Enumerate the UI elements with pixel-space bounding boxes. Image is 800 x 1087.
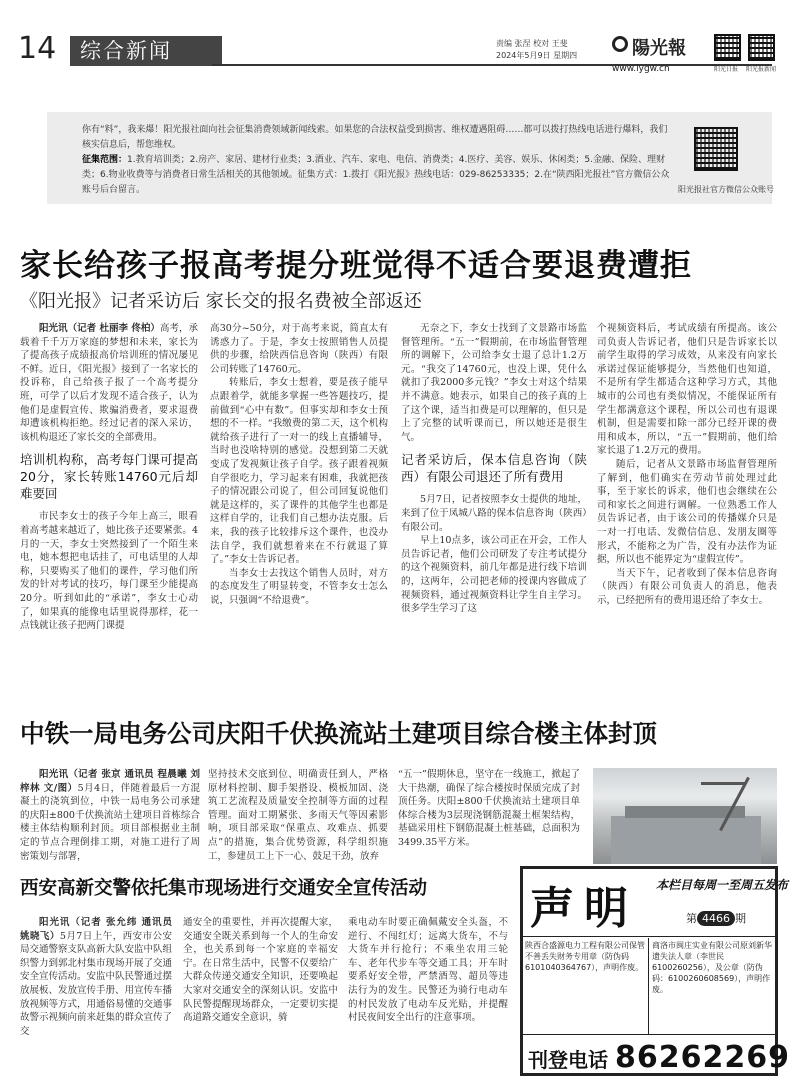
article1-subhead: 培训机构称，高考每门课可提高20分，家长转账14760元后却难要回: [20, 452, 198, 502]
article3-col2: [183, 916, 338, 1025]
article1-text: 转账后，李女士想着，要是孩子能早点跟着学，就能多掌握一些答题技巧，提前做到“心中有数”。但事实却和李女士预想的不一样。“我缴费的第二天，这个机构就给孩子进行了一对一的线上直播辅导，当时也没啥特别的感觉。没想到第二天就变成了发视频让孩子自学。孩子跟着视频自学很吃力，学习起来有困难，我就把孩子的情况跟公司说了，但公司回复说他们就是这样的，买了课件的其他学生也都是这样自学的，让我们自己想办法克服。后来，我的孩子比较排斥这个课件，也没办法自学，我们就想着来在不行就退了算了。”李女士告诉记者。: [210, 377, 388, 566]
ad-notice-1: 陕西合盛源电力工程有限公司保管不善丢失财务专用章（防伪码 6101040364767），声明作废。: [525, 941, 645, 972]
section-title: 综合新闻: [70, 36, 222, 66]
article1-col1: [20, 322, 198, 633]
article2-byline: 阳光讯（记者 张京 通讯员 程晨曦 刘梓林 文/图）: [20, 769, 200, 794]
article1-text: 随后，记者从文景路市场监督管理所了解到，他们确实在劳动节前处理过此事，至于家长的诉求，他们也会继续在公司和家长之间进行调解。一位熟悉工作人员告诉记者，由于该公司的传播媒介只是一对一打电话、发微信信息、发朋友圈等形式，不能称之为广告，没有办法作为证据，所以也不能界定为“虚假宣传”。: [597, 458, 777, 566]
ad-phone: [528, 1040, 790, 1075]
article1-subheadline: 《阳光报》记者采访后 家长交的报名费被全部返还: [20, 291, 422, 312]
ad-title: 声明: [530, 883, 638, 934]
article3-text: 5月7日上午，西安市公安局交通警察支队高新大队安监中队组织警力到郭北村集市现场开展了交通安全宣传活动。安监中队民警通过摆放展板、发放宣传手册、用宣传车播放视频等方式，用通俗易懂的交通事故警示视频向前来赶集的群众宣传了交: [20, 930, 173, 1037]
editor-info: [496, 38, 577, 62]
ad-divider: [520, 1034, 778, 1035]
ad-issue-prefix: 第: [686, 912, 697, 925]
ad-tagline: 本栏目每周一至周五发布: [656, 878, 789, 892]
article1-col3: [401, 322, 587, 616]
article1-subhead: 记者采访后，保本信息咨询（陕西）有限公司退还了所有费用: [401, 452, 587, 485]
ad-issue-number: 4466: [697, 911, 735, 926]
notice-intro: 你有“料”，我来爆！阳光报社面向社会征集消费领域新闻线索。如果您的合法权益受到损害、维权遭遇阻碍……都可以拨打热线电话进行爆料，我们核实信息后，帮您维权。: [82, 125, 668, 150]
ad-divider: [520, 936, 778, 937]
crane-boom: [701, 782, 745, 785]
article1-headline: 家长给孩子报高考提分班觉得不适合要退费遭拒: [20, 248, 692, 284]
article1-text: 高考，承载着千千万万家庭的梦想和未来，家长为了提高孩子成绩报高价培训班的情况屡见不鲜。近日，《阳光报》接到了一名家长的投诉称，自己给孩子报了一个高考提分班，可学了以后才发现不适合孩子，认为他们是虚假宣传、欺骗消费者，要求退费却遭该机构拒绝。经过记者的深入采访，该机构退还了家长交的全部费用。: [20, 323, 198, 443]
article1-text: 高30分~50分，对于高考来说，简直太有诱惑力了。于是，李女士按照销售人员提供的步骤，给陕西信息咨询（陕西）有限公司转账了14760元。: [210, 323, 388, 375]
ad-notice-2: 商洛市闽庄实业有限公司原刘新华遗失法人章（李世民6100260256），及公章（防伪码：6100260608569），声明作废。: [652, 941, 772, 994]
article2-col2: [208, 768, 388, 863]
ad-issue-suffix: 期: [735, 912, 746, 925]
wechat-qr-icon: [694, 127, 738, 171]
article3-col1: [20, 916, 172, 1038]
article1-byline: 阳光讯（记者 杜丽李 佟柏）: [39, 323, 160, 334]
article3-text: 乘电动车时要正确佩戴安全头盔，不逆行、不闯红灯；远离大货车，不与大货车并行抢行；不乘坐农用三轮车、老年代步车等交通工具；开车时要系好安全带，严禁酒驾、超员等违法行为的发生。民警还为骑行电动车的村民发放了电动车反光贴，并提醒村民夜间安全出行的注意事项。: [348, 917, 508, 1024]
qr-code-icon: [748, 34, 775, 61]
building-shape: [611, 816, 761, 864]
ad-phone-number: 86262269: [614, 1040, 790, 1075]
notice-text: [82, 123, 672, 198]
article2-text: 5月4日，伴随着最后一方混凝土的浇筑到位，中铁一局电务公司承建的庆阳±800千伏换流站土建项目首栋综合楼主体结构顺利封顶。项目部根据业主制定的节点合理倒排工期，对施工进行了周密策划与部署，: [20, 782, 200, 862]
qr-code-icon: [714, 34, 741, 61]
article2-text: “五一”假期休息，坚守在一线施工，掀起了大干热潮，确保了综合楼按时保质完成了封顶任务。庆阳±800千伏换流站土建项目单体综合楼为3层现浇钢筋混凝土框架结构，基础采用柱下钢筋混凝土桩基础，总面积为3499.35平方米。: [398, 769, 580, 848]
article3-byline: 阳光讯（记者 张允纬 通讯员 姚晓飞）: [20, 917, 172, 942]
qr-label: 阳光日报: [714, 66, 739, 73]
article3-col3: [348, 916, 508, 1025]
notice-scope-label: 征集范围：: [82, 155, 128, 165]
notice-scope: [82, 153, 672, 198]
article1-text: 早上10点多，该公司正在开会，工作人员告诉记者，他们公司研发了专注考试提分的这个视频资料，前几年都是进行线下培训的，这两年，公司把老师的授课内容做成了视频资料，通过视频资料让学生自主学习。很多学生学习了这: [401, 535, 587, 615]
date-line: 2024年5月9日 星期四: [496, 51, 578, 60]
article2-headline: 中铁一局电务公司庆阳千伏换流站土建项目综合楼主体封顶: [20, 719, 657, 748]
article1-text: 5月7日，记者按照李女士提供的地址，来到了位于凤城八路的保本信息咨询（陕西）有限公司。: [401, 494, 587, 533]
article1-text: 市民李女士的孩子今年上高三，眼看着高考越来越近了，她比孩子还要紧张。4月的一天，李女士突然接到了一个陌生来电，她本想把电话挂了，可电话里的人却称，只要购买了他们的课件，学习他们所发的针对考试的技巧，每门课至少能提高20分。听到如此的“承诺”，李女士心动了，如果真的能像电话里说得那样，花一点钱就让孩子把两门课提: [20, 511, 198, 632]
ad-phone-label: 刊登电话: [528, 1048, 608, 1072]
newspaper-logo: 陽光報: [632, 38, 686, 59]
logo-sun-icon: [612, 36, 628, 52]
website-link[interactable]: www.iygw.cn: [612, 64, 670, 74]
notice-scope-text: 1.教育培训类；2.房产、家居、建材行业类；3.酒业、汽车、家电、电信、消费类；4.医疗、美容、娱乐、休闲类；5.金融、保险、理财类；6.物业收费等与消费者日常生活相关的其他领域。征集方式：1.拨打《阳光报》热线电话：029-86253335；2.在“陕西阳光报社”官方微信公众账号后台留言。: [82, 155, 670, 195]
article1-col4: [597, 322, 777, 607]
article3-headline: 西安高新交警依托集市现场进行交通安全宣传活动: [20, 878, 428, 899]
page-number: 14: [18, 31, 57, 66]
article3-text: 通安全的重要性，并再次提醒大家，交通安全既关系到每一个人的生命安全，也关系到每一个家庭的幸福安宁。在日常生活中，民警不仅要给广大群众传递交通安全知识，还要唤起大家对交通安全的深刻认识。安监中队民警提醒现场群众，一定要切实提高道路交通安全意识，骑: [183, 917, 338, 1024]
article1-text: 当李女士去找这个销售人员时，对方的态度发生了明显转变，不管李女士怎么说，只强调“不给退费”。: [210, 567, 388, 606]
header-rule: [212, 64, 772, 66]
article1-text: 当天下午，记者收到了保本信息咨询（陕西）有限公司负责人的消息，他表示，已经把所有的费用退还给了李女士。: [597, 567, 777, 606]
editor-line: 责编 张涅 校对 王斐: [496, 39, 568, 48]
article2-col1: [20, 768, 200, 863]
wechat-qr-label: 阳光报社官方微信公众账号: [678, 185, 774, 194]
article1-text: 无奈之下，李女士找到了文景路市场监督管理所。“五一”假期前，在市场监督管理所的调解下，公司给李女士退了总计1.2万元。“我交了14760元，也没上课，凭什么就扣了我2000多元钱？”李女士对这个结果并不满意。她表示，如果自己的孩子真的上了这个课，适当扣费是可以理解的，但只是上了完整的试听课而已，所以她还是很生气。: [401, 323, 587, 443]
construction-photo: [593, 768, 777, 864]
qr-label: 阳光报新闻: [746, 66, 777, 73]
article1-text: 个视频资料后，考试成绩有所提高。该公司负责人告诉记者，他们只是告诉家长以前学生取得的学习成效，从来没有向家长承诺过保证能够提分，当然他们也知道，不是所有学生都适合这种学习方式，其他城市的公司也有类似情况，不能保证所有学生都满意这个课程，所以公司也有退课机制，但是需要扣除一部分已经开课的费用和成本，所以，“五一”假期前，他们给家长退了1.2万元的费用。: [597, 323, 777, 457]
article1-col2: [210, 322, 388, 607]
ad-divider: [648, 938, 649, 1034]
article2-col3: [398, 768, 580, 850]
article2-text: 坚持技术交底到位、明确责任到人，严格原材料控制、脚手架搭设、模板加固、浇筑工艺流程及质量安全控制等方面的过程管理。面对工期紧张、多雨天气等因素影响，项目部采取“保重点、攻难点、抓要点”的措施，集合优势资源，科学组织施工，参建员工上下一心、鼓足干劲，放弃: [208, 769, 388, 862]
ad-issue: [686, 910, 746, 926]
